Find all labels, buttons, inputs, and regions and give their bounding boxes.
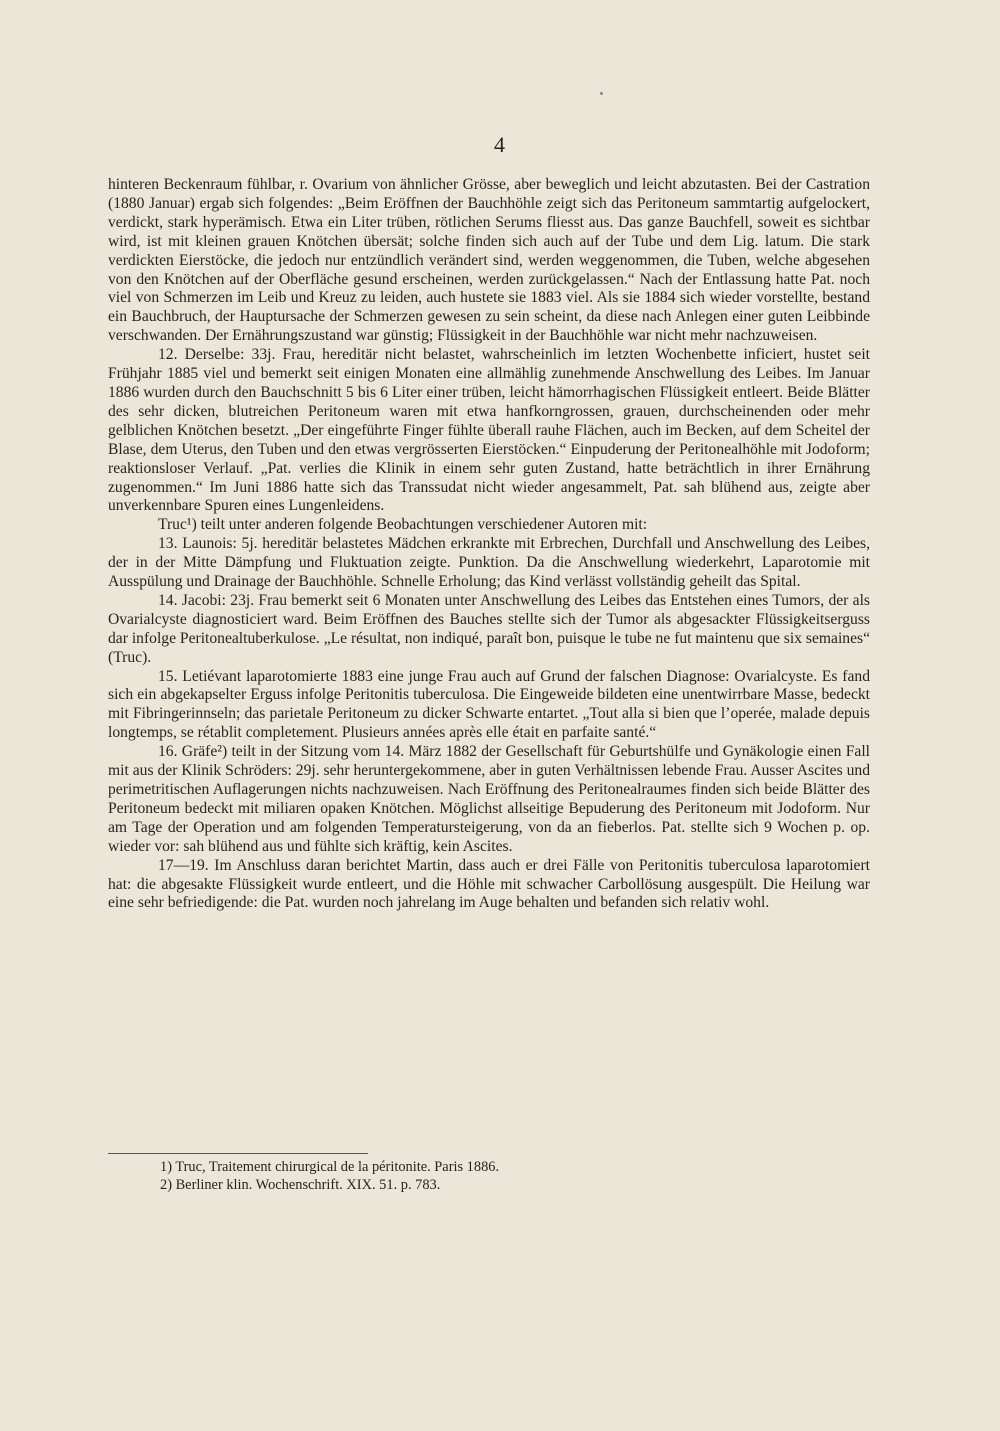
footnote-1: 1) Truc, Traitement chirurgical de la péritonite. Paris 1886.: [160, 1159, 500, 1175]
body-text: [108, 176, 870, 913]
paragraph-case-14: 14. Jacobi: 23j. Frau bemerkt seit 6 Monaten unter Anschwellung des Leibes das Entstehen eines Tumors, der als Ovarialcyste diagnosticiert ward. Beim Eröffnen des Bauches stellte sich der Tumor als abgesackter Flüssigkeitserguss dar infolge Peritonealtuberkulose. „Le résultat, non indiqué, paraît bon, puisque le tube ne fut maintenu que six semaines“ (Truc).: [108, 591, 870, 666]
print-speck: [600, 92, 603, 95]
footnote-2: 2) Berliner klin. Wochenschrift. XIX. 51. p. 783.: [160, 1176, 441, 1193]
paragraph-case-17-19: 17—19. Im Anschluss daran berichtet Martin, dass auch er drei Fälle von Peritonitis tuberculosa laparotomiert hat: die abgesakte Flüssigkeit wurde entleert, und die Höhle mit schwacher Carbollösung ausgespült. Die Heilung war eine sehr befriedigende: die Pat. wurden noch jahrelang im Auge behalten und befanden sich relativ wohl.: [108, 856, 870, 912]
paragraph-case-12: 12. Derselbe: 33j. Frau, hereditär nicht belastet, wahrscheinlich im letzten Wochenbette inficiert, hustet seit Frühjahr 1885 viel und bemerkt seit einigen Monaten eine allmählig zunehmende Anschwellung des Leibes. Im Januar 1886 wurden durch den Bauchschnitt 5 bis 6 Liter einer trüben, leicht hämorrhagischen Flüssigkeit entleert. Beide Blätter des sehr dicken, blutreichen Peritoneum waren mit etwa hanfkorngrossen, grauen, durchscheinenden oder mehr gelblichen Knötchen besetzt. „Der eingeführte Finger fühlte überall rauhe Flächen, auch im Becken, auf dem Scheitel der Blase, dem Uterus, den Tuben und den etwas vergrösserten Eierstöcken.“ Einpuderung der Peritonealhöhle mit Jodoform; reaktionsloser Verlauf. „Pat. verlies die Klinik in einem sehr guten Zustand, hatte beträchtlich in ihrer Ernährung zugenommen.“ Im Juni 1886 hatte sich das Transsudat nicht wieder angesammelt, Pat. sah blühend aus, zeigte aber unverkennbare Spuren eines Lungenleidens.: [108, 346, 870, 515]
footnote-divider: [108, 1153, 368, 1154]
paragraph-case-11-continued: hinteren Beckenraum fühlbar, r. Ovarium von ähnlicher Grösse, aber beweglich und leicht abzutasten. Bei der Castration (1880 Januar) ergab sich folgendes: „Beim Eröffnen der Bauchhöhle zeigt sich das Peritoneum sammtartig aufgelockert, verdickt, stark hyperämisch. Etwa ein Liter trüben, rötlichen Serums fliesst aus. Das ganze Bauchfell, soweit es sichtbar wird, ist mit kleinen grauen Knötchen übersät; solche finden sich auch auf der Tube und dem Lig. latum. Die stark verdickten Eierstöcke, die jedoch nur entzündlich verändert sind, werden weggenommen, die Tuben, welche abgesehen von den Knötchen auf der Oberfläche gesund erscheinen, werden zurückgelassen.“ Nach der Entlassung hatte Pat. noch viel von Schmerzen im Leib und Kreuz zu leiden, auch hustete sie 1883 viel. Als sie 1884 sich wieder vorstellte, bestand ein Bauchbruch, der Hauptursache der Schmerzen gewesen zu sein scheint, da diese nach Anlegen einer guten Leibbinde verschwanden. Der Ernährungszustand war günstig; Flüssigkeit in der Bauchhöhle war nicht mehr nachzuweisen.: [108, 176, 870, 345]
paragraph-case-13: 13. Launois: 5j. hereditär belastetes Mädchen erkrankte mit Erbrechen, Durchfall und Anschwellung des Leibes, der in der Mitte Dämpfung und Fluktuation zeigte. Punktion. Da die Anschwellung wiederkehrt, Laparotomie mit Ausspülung und Drainage der Bauchhöhle. Schnelle Erholung; das Kind verlässt vollständig geheilt das Spital.: [108, 535, 870, 591]
footnotes: [160, 1159, 860, 1194]
paragraph-case-15: 15. Letiévant laparotomierte 1883 eine junge Frau auch auf Grund der falschen Diagnose: Ovarialcyste. Es fand sich ein abgekapselter Erguss infolge Peritonitis tuberculosa. Die Eingeweide bildeten eine unentwirrbare Masse, bedeckt mit Fibringerinnseln; das parietale Peritoneum zu dicker Schwarte entartet. „Tout alla si bien que l’operée, malade depuis longtemps, se rétablit completement. Plusieurs années après elle était en parfaite santé.“: [108, 667, 870, 742]
paragraph-case-16: 16. Gräfe²) teilt in der Sitzung vom 14. März 1882 der Gesellschaft für Geburtshülfe und Gynäkologie einen Fall mit aus der Klinik Schröders: 29j. sehr heruntergekommene, aber in guten Verhältnissen lebende Frau. Ausser Ascites und perimetritischen Auflagerungen nichts nachzuweisen. Nach Eröffnung des Peritonealraumes finden sich beide Blätter des Peritoneum bedeckt mit miliaren opaken Knötchen. Möglichst allseitige Bepuderung des Peritoneum mit Jodoform. Nur am Tage der Operation und am folgenden Temperatursteigerung, von da an fieberlos. Pat. stellte sich 9 Wochen p. op. wieder vor: sah blühend aus und fühlte sich kräftig, kein Ascites.: [108, 743, 870, 855]
paragraph-truc-intro: Truc¹) teilt unter anderen folgende Beobachtungen verschiedener Autoren mit:: [158, 516, 648, 534]
page-number: 4: [494, 132, 506, 157]
